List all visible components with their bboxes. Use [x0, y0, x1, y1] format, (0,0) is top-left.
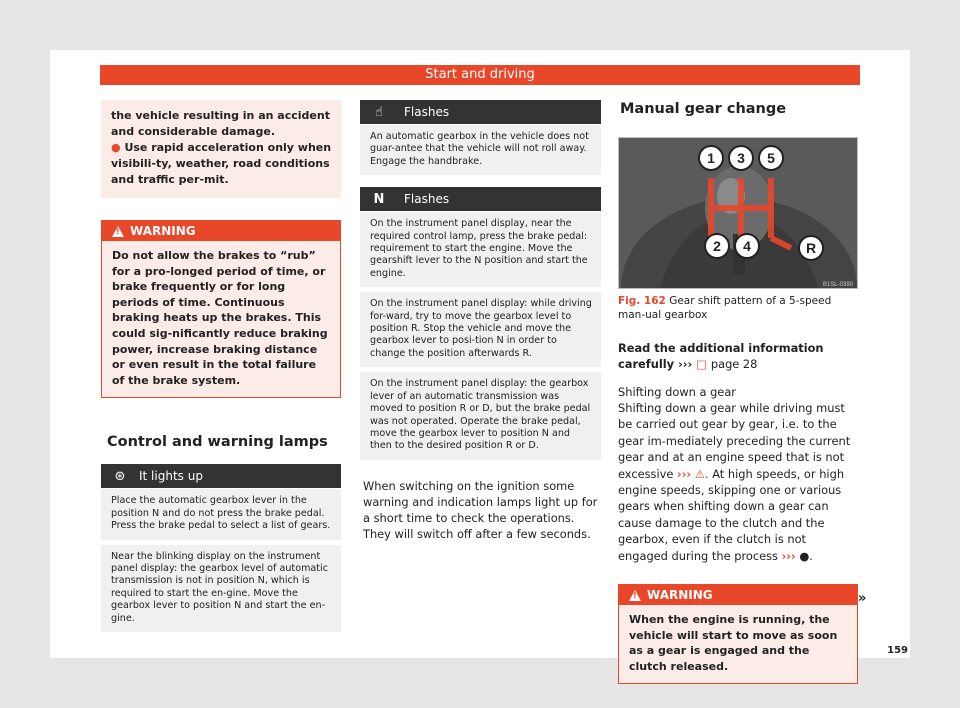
figure-caption	[618, 295, 858, 322]
bullet-icon: ●	[111, 141, 125, 154]
lamp-row: Near the blinking display on the instrument panel display: the gearbox level of automatic transmission is not in position N, which is required to start the en-gine. Move the gearbox lever to position N and start the en-gine.	[101, 544, 341, 632]
lamp-row: Place the automatic gearbox lever in the position N and do not press the brake pedal. Press the brake pedal to select a list of gears.	[101, 488, 341, 539]
warning-box	[101, 220, 341, 398]
shift-down-paragraph	[618, 400, 858, 564]
gear-label: 2	[713, 238, 721, 254]
gear-label: 1	[707, 150, 715, 166]
warning-label: WARNING	[647, 588, 713, 603]
note-box	[101, 100, 341, 198]
gear-label: R	[805, 240, 817, 256]
read-more	[618, 340, 858, 372]
gear-label: 5	[767, 150, 775, 166]
lamp-header-lights-up	[101, 464, 341, 488]
warning-header	[619, 585, 857, 605]
reference-arrows[interactable]: ›››	[677, 466, 692, 481]
warning-text: When the engine is running, the vehicle will start to move as soon as a gear is engaged and the clutch released.	[619, 605, 857, 683]
lamp-label: Flashes	[404, 105, 450, 119]
info-circle-icon: ●	[799, 548, 810, 563]
lamp-header-flashes-2	[360, 187, 601, 211]
lamp-row: An automatic gearbox in the vehicle does not guar-antee that the vehicle will not roll away. Engage the handbrake.	[360, 124, 601, 175]
gear-label: 3	[737, 150, 745, 166]
lamp-label: It lights up	[139, 469, 203, 484]
column-2	[360, 100, 601, 542]
gear-label: 4	[743, 238, 751, 254]
paragraph-text: . At high speeds, or high engine speeds, skipping one or various gears when shifting down a gear can cause damage to the clutch and the gearbox, even if the clutch is not engaged during the process	[618, 466, 845, 563]
warning-triangle-icon	[112, 226, 124, 237]
note-bullet-text: Use rapid acceleration only when visibili-ty, weather, road conditions and traffic per-mit.	[111, 141, 332, 186]
figure-caption-text: Gear shift pattern of a 5-speed man-ual gearbox	[618, 295, 832, 321]
paragraph-text: .	[809, 548, 813, 563]
figure-code: B1SL-0390	[822, 282, 853, 288]
subhead: Shifting down a gear	[618, 385, 736, 399]
section-title: Control and warning lamps	[107, 434, 328, 451]
warning-text: Do not allow the brakes to “rub” for a pro-longed period of time, or brake frequently or for long periods of time. Continuous braking heats up the brakes. This could sig-nificantly reduce braking power, increase braking distance or even result in the total failure of the brake system.	[102, 241, 340, 397]
reference-arrows: ›››	[678, 357, 697, 371]
section-title: Manual gear change	[620, 101, 787, 117]
gear-shift-figure	[618, 137, 858, 289]
reference-arrows[interactable]: ›››	[781, 548, 796, 563]
warning-triangle-icon: ⚠	[694, 466, 705, 481]
lamp-row: On the instrument panel display: the gearbox lever of an automatic transmission was moved to position R or D, but the brake pedal was not operated. Operate the brake pedal, move the gearbox lever to position N and then to the desired position R or D.	[360, 371, 601, 459]
warning-triangle-icon	[629, 590, 641, 601]
note-bullet-item	[111, 140, 333, 188]
lamp-row: On the instrument panel display: while driving for-ward, try to move the gearbox level to position R. Stop the vehicle and move the gearbox lever to posi-tion N in order to change the position afterwards R.	[360, 291, 601, 367]
warning-header	[102, 221, 340, 241]
page-reference-link[interactable]: page 28	[710, 357, 758, 371]
column-1	[101, 100, 341, 632]
warning-box	[618, 584, 858, 684]
read-more-text: Read the additional information carefully	[618, 341, 824, 371]
brake-pedal-icon: ⊛	[114, 468, 126, 484]
note-text: the vehicle resulting in an accident and considerable damage.	[111, 109, 330, 138]
gear-shift-illustration	[619, 138, 858, 289]
book-icon: □	[696, 357, 707, 371]
section-header: Start and driving	[100, 65, 860, 85]
neutral-n-icon: N	[373, 191, 385, 207]
figure-number: Fig. 162	[618, 295, 666, 307]
continue-chevron: »	[858, 591, 867, 606]
lamp-row: On the instrument panel display, near the required control lamp, press the brake pedal: requirement to start the engine. Move the gearshift lever to the N position and start the engine.	[360, 211, 601, 287]
lamp-label: Flashes	[404, 192, 450, 207]
warning-label: WARNING	[130, 224, 196, 238]
body-paragraph: When switching on the ignition some warning and indication lamps light up for a short time to check the operations. They will switch off after a few seconds.	[363, 478, 598, 541]
paragraph-text: Shifting down a gear while driving must be carried out gear by gear, i.e. to the gear im-mediately preceding the current gear and at an engine speed that is not excessive	[618, 401, 851, 481]
lamp-header-flashes-1	[360, 100, 601, 124]
column-3	[618, 100, 858, 684]
foot-on-pedal-icon: ☝	[375, 104, 383, 120]
page-number: 159	[887, 645, 908, 656]
